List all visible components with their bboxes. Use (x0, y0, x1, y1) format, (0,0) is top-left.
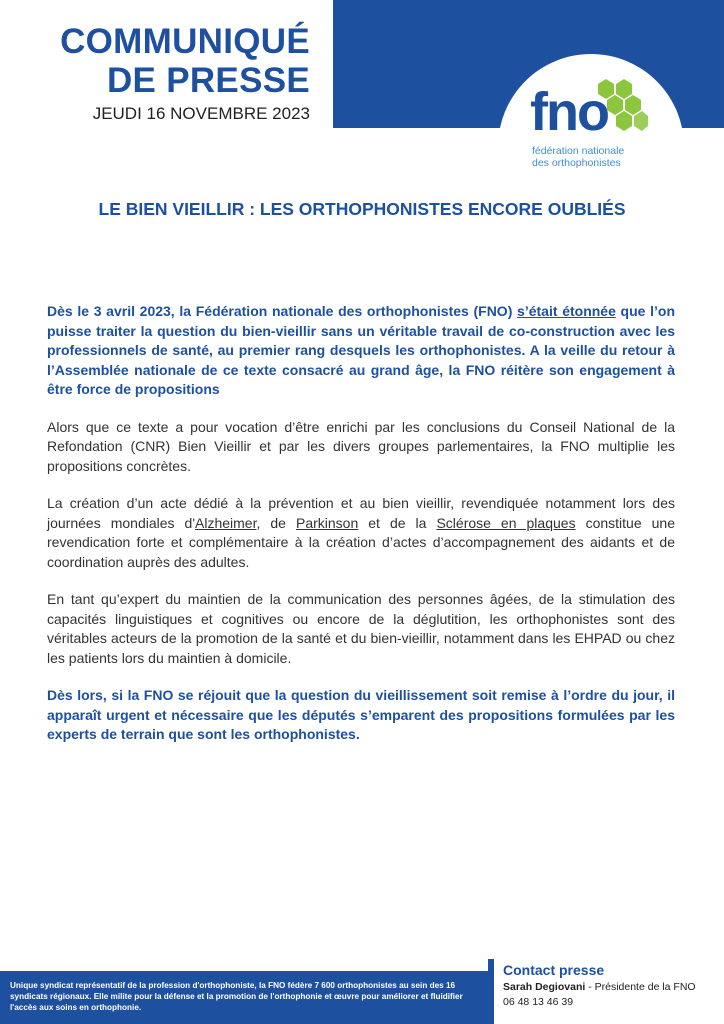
logo-wordmark: fno (530, 82, 608, 142)
logo-tagline (532, 145, 672, 169)
footer-about: Unique syndicat représentatif de la profession d'orthophoniste, la FNO fédère 7 600 orthophonistes au sein des 16 syndicats régionaux. Elle milite pour la défense et la promotion de l'orthophonie et œuvre pour améliorer et fluidifier l'accès aux soins en orthophonie. (10, 981, 463, 1012)
logo-tagline-line2: des orthophonistes (532, 157, 621, 169)
p1-text-b: que l’on puisse traiter la question du bien-vieillir sans un véritable travail de co-construction avec les professionnels de santé, au premier rang desquels les orthophonistes. A la veille du retour à l’Assemblée nationale de ce texte consacré au grand âge, la FNO réitère son engagement à être force de propositions (47, 303, 676, 397)
press-release-title (40, 22, 310, 100)
title-line2: DE PRESSE (106, 61, 310, 100)
link-parkinson[interactable]: Parkinson (295, 514, 359, 531)
paragraph-2: Alors que ce texte a pour vocation d’être enrichi par les conclusions du Conseil National de la Refondation (CNR) Bien Vieillir et par les divers groupes parlementaires, la FNO multiplie les propositions concrètes. (47, 418, 675, 474)
contact-title: Contact presse (503, 962, 605, 978)
contact-line (503, 981, 696, 993)
contact-phone: 06 48 13 46 39 (503, 996, 574, 1008)
paragraph-intro (47, 302, 675, 400)
contact-name: Sarah Degiovani (503, 981, 586, 993)
footer-stripe (488, 959, 494, 1024)
p3-text-b: , de (256, 514, 296, 531)
paragraph-conclusion: Dès lors, si la FNO se réjouit que la question du vieillissement soit remise à l’ordre du jour, il apparaît urgent et nécessaire que les députés s’emparent des propositions formulées par les experts de terrain que sont les orthophonistes. (47, 687, 675, 742)
paragraph-3 (47, 494, 675, 572)
link-sclerose-en-plaques[interactable]: Sclérose en plaques (436, 514, 576, 531)
article-body (47, 302, 675, 763)
link-alzheimer[interactable]: Alzheimer (195, 514, 257, 531)
release-date: JEUDI 16 NOVEMBRE 2023 (92, 104, 310, 123)
paragraph-4: En tant qu’expert du maintien de la communication des personnes âgées, de la stimulation des capacités linguistiques et cognitives ou encore de la déglutition, les orthophonistes sont des véritables acteurs de la promotion de la santé et du bien-vieillir, notamment dans les EHPAD ou chez les patients lors du maintien à domicile. (47, 591, 675, 666)
contact-role: - Présidente de la FNO (585, 981, 696, 993)
p1-text-a: Dès le 3 avril 2023, la Fédération nationale des orthophonistes (FNO) (47, 303, 518, 319)
logo-tagline-line1: fédération nationale (532, 145, 625, 157)
p3-text-a: La création d’un acte dédié à la prévention et au bien vieillir, revendiquée notamment lors des journées mondiales d' (47, 495, 675, 531)
p3-text-d: constitue une revendication forte et complémentaire à la création d’actes d’accompagnement des aidants et de coordination auprès des adultes. (47, 514, 675, 570)
link-etait-etonnee[interactable]: s’était étonnée (517, 303, 616, 319)
title-line1: COMMUNIQUÉ (60, 22, 310, 61)
headline: LE BIEN VIEILLIR : LES ORTHOPHONISTES ENCORE OUBLIÉS (98, 199, 626, 219)
p3-text-c: et de la (358, 514, 437, 531)
